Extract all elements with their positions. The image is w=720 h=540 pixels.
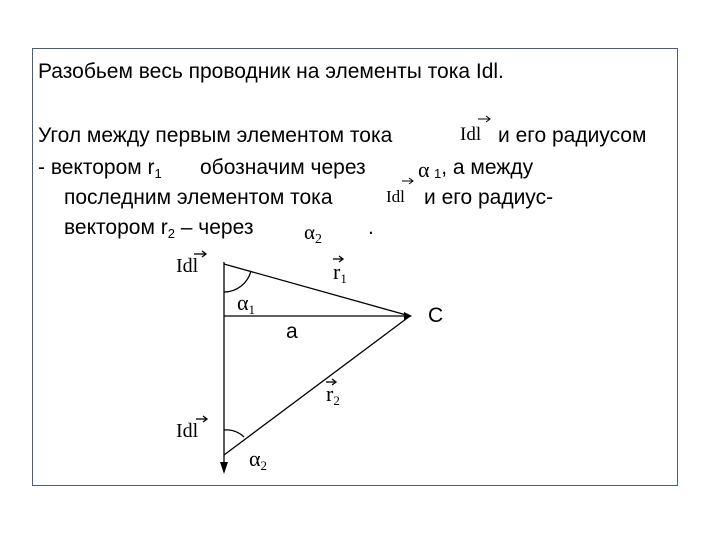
inline-alpha-2: $\alpha_2$ xyxy=(304,220,323,247)
alpha2-arc xyxy=(224,430,244,437)
inline-alpha-1: α xyxy=(418,157,430,182)
label-alpha1: $\alpha_1$ xyxy=(237,290,256,317)
intro-sentence: Разобьем весь проводник на элементы тока Idl. xyxy=(38,60,504,83)
inline-idl-2: Idl xyxy=(386,187,405,206)
label-r1: $r_1$ xyxy=(333,259,347,286)
alpha1-arc xyxy=(224,271,251,292)
label-r2: $r_2$ xyxy=(326,381,340,408)
r2-line xyxy=(224,316,410,455)
inline-idl-1: Idl xyxy=(460,124,482,145)
para-line-4-dot: . xyxy=(368,216,374,239)
label-alpha2: $\alpha_2$ xyxy=(249,446,268,473)
para-line-2a: - вектором $r_1$ xyxy=(38,156,162,181)
label-c: C xyxy=(428,304,444,327)
label-idl-bottom: Idl xyxy=(176,420,199,442)
para-line-1b: и его радиусом xyxy=(498,124,647,147)
point-c-arrowhead xyxy=(404,312,412,320)
label-idl-top: Idl xyxy=(176,255,199,277)
conductor-arrowhead xyxy=(220,462,228,474)
label-a: a xyxy=(286,320,298,343)
para-line-3b: и его радиус- xyxy=(424,186,554,209)
para-line-4a: вектором $r_2$ – через xyxy=(64,216,254,241)
para-line-3a: последним элементом тока xyxy=(64,186,333,209)
para-line-2b: обозначим через xyxy=(200,156,366,179)
para-line-1a: Угол между первым элементом тока xyxy=(38,124,393,147)
para-line-2c: $_1$, а между xyxy=(434,156,534,181)
